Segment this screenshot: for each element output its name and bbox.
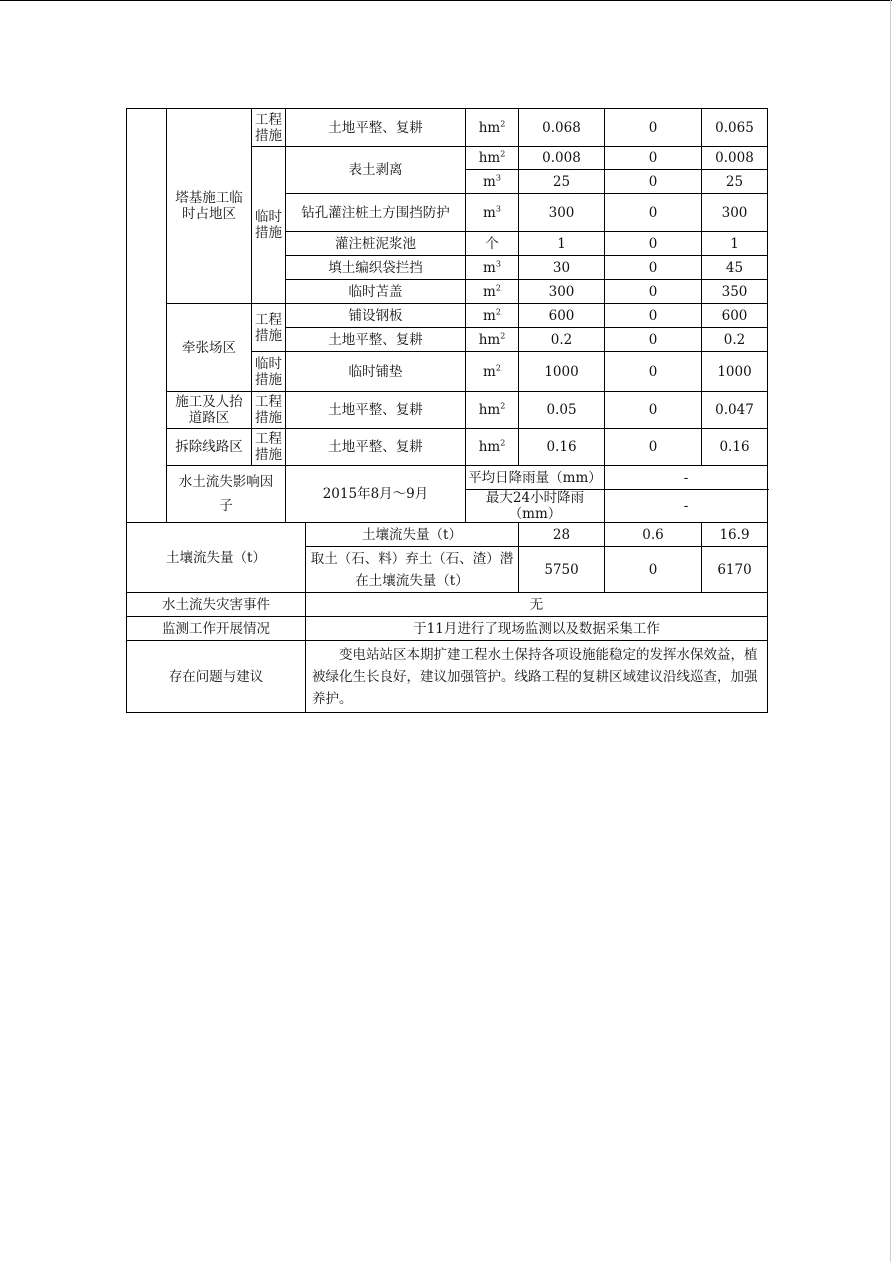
value-cell: 25 [519, 170, 605, 194]
item-cell: 土地平整、复耕 [286, 328, 466, 352]
table-row [127, 304, 768, 328]
max-rain-value: - [605, 490, 768, 523]
value-cell: 16.9 [702, 523, 768, 547]
table-row [127, 617, 768, 641]
potential-soil-loss-label: 取土（石、料）弃土（石、渣）潜在土壤流失量（t） [306, 547, 519, 593]
soil-loss-row-label: 土壤流失量（t） [306, 523, 519, 547]
category-cell: 工程措施 [252, 392, 286, 429]
value-cell: 30 [519, 256, 605, 280]
value-cell: 1 [702, 232, 768, 256]
issues-label: 存在问题与建议 [127, 641, 306, 713]
value-cell: 0 [605, 170, 702, 194]
disaster-value: 无 [306, 593, 768, 617]
item-cell: 土地平整、复耕 [286, 392, 466, 429]
category-cell: 临时措施 [252, 352, 286, 392]
value-cell: 1000 [702, 352, 768, 392]
value-cell: 1 [519, 232, 605, 256]
unit-cell: $hm^2$ [466, 429, 519, 466]
value-cell: 300 [702, 194, 768, 232]
value-cell: 600 [519, 304, 605, 328]
value-cell: 0.16 [519, 429, 605, 466]
table-row [127, 429, 768, 466]
value-cell: 0 [605, 232, 702, 256]
category-cell: 临时措施 [252, 147, 286, 304]
value-cell: 0.2 [702, 328, 768, 352]
table-row [127, 466, 768, 490]
value-cell: 300 [519, 194, 605, 232]
unit-cell: $m^3$ [466, 170, 519, 194]
value-cell: 0 [605, 547, 702, 593]
issues-value: 变电站站区本期扩建工程水土保持各项设施能稳定的发挥水保效益，植被绿化生长良好，建议加强管护。线路工程的复耕区域建议沿线巡查，加强养护。 [306, 641, 768, 713]
unit-cell: $m^2$ [466, 352, 519, 392]
table-row [127, 109, 768, 147]
value-cell: 0.068 [519, 109, 605, 147]
page-top-border [0, 0, 892, 1]
disaster-label: 水土流失灾害事件 [127, 593, 306, 617]
monitoring-label: 监测工作开展情况 [127, 617, 306, 641]
area-cell: 施工及人抬道路区 [167, 392, 252, 429]
unit-cell: $hm^2$ [466, 109, 519, 147]
unit-cell: $m^3$ [466, 194, 519, 232]
factors-label: 水土流失影响因子 [167, 466, 286, 523]
table-row [127, 593, 768, 617]
value-cell: 0 [605, 304, 702, 328]
item-cell: 土地平整、复耕 [286, 429, 466, 466]
value-cell: 0 [605, 256, 702, 280]
value-cell: 350 [702, 280, 768, 304]
item-cell: 灌注桩泥浆池 [286, 232, 466, 256]
unit-cell: $hm^2$ [466, 328, 519, 352]
value-cell: 0 [605, 352, 702, 392]
value-cell: 0.16 [702, 429, 768, 466]
value-cell: 0 [605, 280, 702, 304]
avg-rain-label: 平均日降雨量（mm） [466, 466, 605, 490]
value-cell: 0.05 [519, 392, 605, 429]
value-cell: 0 [605, 147, 702, 170]
monitoring-table [126, 108, 768, 713]
item-cell: 临时苫盖 [286, 280, 466, 304]
item-cell: 临时铺垫 [286, 352, 466, 392]
value-cell: 0.047 [702, 392, 768, 429]
value-cell: 0.2 [519, 328, 605, 352]
value-cell: 0.6 [605, 523, 702, 547]
category-cell: 工程措施 [252, 304, 286, 352]
area-cell: 塔基施工临时占地区 [167, 109, 252, 304]
unit-cell: $m^2$ [466, 304, 519, 328]
blank-category-cell [127, 109, 167, 523]
value-cell: 1000 [519, 352, 605, 392]
value-cell: 0 [605, 429, 702, 466]
value-cell: 28 [519, 523, 605, 547]
category-cell: 工程措施 [252, 109, 286, 147]
value-cell: 0 [605, 109, 702, 147]
unit-cell: $hm^2$ [466, 147, 519, 170]
value-cell: 300 [519, 280, 605, 304]
category-cell: 工程措施 [252, 429, 286, 466]
value-cell: 0 [605, 392, 702, 429]
max-rain-label: 最大24小时降雨（mm） [466, 490, 605, 523]
value-cell: 0.065 [702, 109, 768, 147]
value-cell: 25 [702, 170, 768, 194]
area-cell: 拆除线路区 [167, 429, 252, 466]
table-row [127, 641, 768, 713]
item-cell: 钻孔灌注桩土方围挡防护 [286, 194, 466, 232]
table-row [127, 392, 768, 429]
value-cell: 0 [605, 328, 702, 352]
item-cell: 土地平整、复耕 [286, 109, 466, 147]
table-row [127, 523, 768, 547]
value-cell: 0 [605, 194, 702, 232]
value-cell: 45 [702, 256, 768, 280]
value-cell: 5750 [519, 547, 605, 593]
avg-rain-value: - [605, 466, 768, 490]
unit-cell: $hm^2$ [466, 392, 519, 429]
value-cell: 0.008 [519, 147, 605, 170]
factors-period: 2015年8月～9月 [286, 466, 466, 523]
monitoring-value: 于11月进行了现场监测以及数据采集工作 [306, 617, 768, 641]
unit-cell: $m^2$ [466, 280, 519, 304]
value-cell: 6170 [702, 547, 768, 593]
item-cell: 铺设钢板 [286, 304, 466, 328]
item-cell: 填土编织袋拦挡 [286, 256, 466, 280]
page-right-edge [890, 0, 891, 1262]
soil-loss-label: 土壤流失量（t） [127, 523, 306, 593]
value-cell: 0.008 [702, 147, 768, 170]
unit-cell: 个 [466, 232, 519, 256]
value-cell: 600 [702, 304, 768, 328]
area-cell: 牵张场区 [167, 304, 252, 392]
item-cell: 表土剥离 [286, 147, 466, 194]
unit-cell: $m^3$ [466, 256, 519, 280]
